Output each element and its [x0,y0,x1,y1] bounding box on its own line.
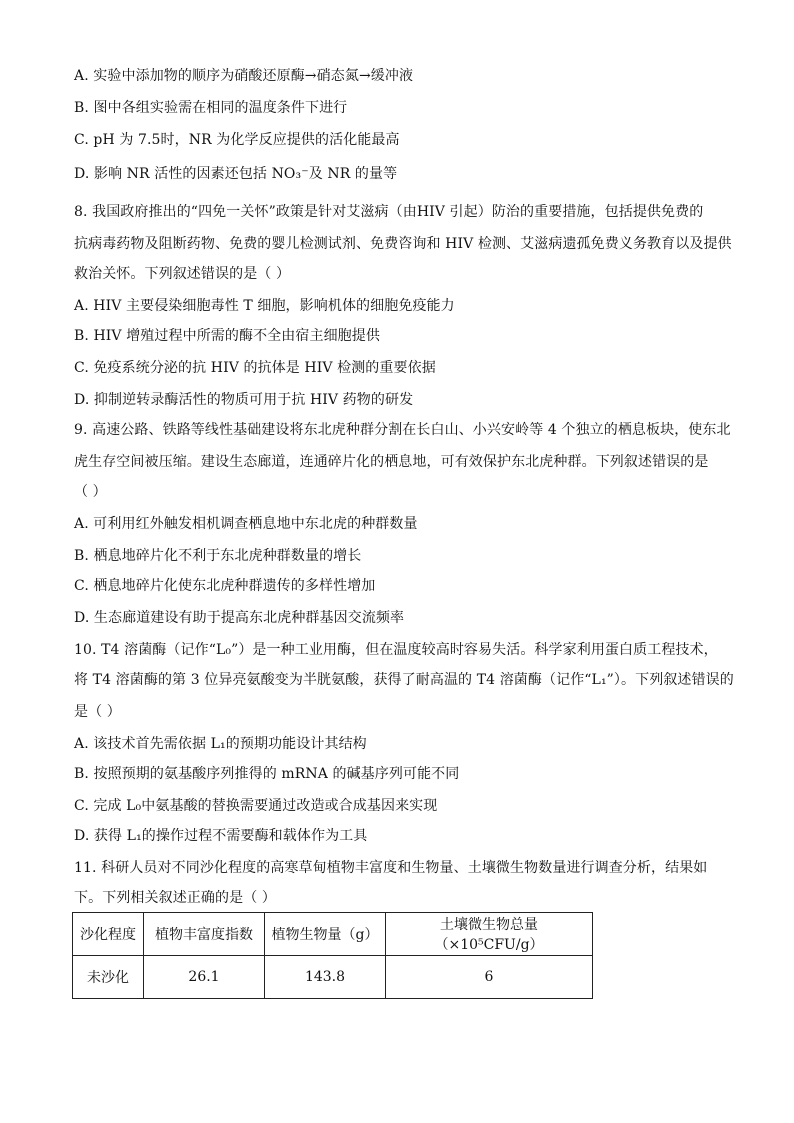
question-8-line-2: 抗病毒药物及阻断药物、免费的婴儿检测试剂、免费咨询和 HIV 检测、艾滋病遗孤免费义务教育以及提供 [74,236,732,252]
option-7b: B. 图中各组实验需在相同的温度条件下进行 [74,100,348,116]
question-10-line-3: 是（ ） [74,704,121,720]
option-9b: B. 栖息地碎片化不利于东北虎种群数量的增长 [74,548,362,564]
option-10a: A. 该技术首先需依据 L₁的预期功能设计其结构 [74,736,367,752]
table-cell: 6 [386,956,593,999]
option-7d: D. 影响 NR 活性的因素还包括 NO₃⁻及 NR 的量等 [74,166,398,182]
option-9a: A. 可利用红外触发相机调查栖息地中东北虎的种群数量 [74,516,418,532]
table-header-cell: 土壤微生物总量（×10⁵CFU/g） [386,913,593,956]
data-table [72,912,593,999]
option-7a: A. 实验中添加物的顺序为硝酸还原酶→硝态氮→缓冲液 [74,68,414,84]
option-8c: C. 免疫系统分泌的抗 HIV 的抗体是 HIV 检测的重要依据 [74,360,436,376]
option-10b: B. 按照预期的氨基酸序列推得的 mRNA 的碱基序列可能不同 [74,766,460,782]
table-row [73,956,593,999]
question-10-line-1: 10. T4 溶菌酶（记作“L₀”）是一种工业用酶，但在温度较高时容易失活。科学家利用蛋白质工程技术， [74,642,718,658]
question-8-line-3: 救治关怀。下列叙述错误的是（ ） [74,266,291,282]
question-11-line-2: 下。下列相关叙述正确的是（ ） [74,890,276,906]
option-10d: D. 获得 L₁的操作过程不需要酶和载体作为工具 [74,828,368,844]
question-9-line-2: 虎生存空间被压缩。建设生态廊道，连通碎片化的栖息地，可有效保护东北虎种群。下列叙述错误的是 [74,454,709,470]
question-9-line-3: （ ） [74,484,107,500]
option-8d: D. 抑制逆转录酶活性的物质可用于抗 HIV 药物的研发 [74,392,414,408]
option-9d: D. 生态廊道建设有助于提高东北虎种群基因交流频率 [74,610,405,626]
table-header-cell: 植物丰富度指数 [144,913,265,956]
question-9-line-1: 9. 高速公路、铁路等线性基础建设将东北虎种群分割在长白山、小兴安岭等 4 个独立的栖息板块，使东北 [74,422,731,438]
table-header-cell: 植物生物量（g） [265,913,386,956]
table-cell: 143.8 [265,956,386,999]
question-10-line-2: 将 T4 溶菌酶的第 3 位异亮氨酸变为半胱氨酸，获得了耐高温的 T4 溶菌酶（记作“L₁”）。下列叙述错误的 [74,672,734,688]
question-11-line-1: 11. 科研人员对不同沙化程度的高寒草甸植物丰富度和生物量、土壤微生物数量进行调查分析，结果如 [74,860,708,876]
option-8a: A. HIV 主要侵染细胞毒性 T 细胞，影响机体的细胞免疫能力 [74,298,455,314]
option-8b: B. HIV 增殖过程中所需的酶不全由宿主细胞提供 [74,328,380,344]
table-cell: 26.1 [144,956,265,999]
table-header-cell: 沙化程度 [73,913,144,956]
option-9c: C. 栖息地碎片化使东北虎种群遗传的多样性增加 [74,578,376,594]
table-header-row [73,913,593,956]
question-8-line-1: 8. 我国政府推出的“四免一关怀”政策是针对艾滋病（由HIV 引起）防治的重要措施，包括提供免费的 [74,204,704,220]
option-7c: C. pH 为 7.5时，NR 为化学反应提供的活化能最高 [74,132,400,148]
table-cell: 未沙化 [73,956,144,999]
option-10c: C. 完成 L₀中氨基酸的替换需要通过改造或合成基因来实现 [74,798,438,814]
